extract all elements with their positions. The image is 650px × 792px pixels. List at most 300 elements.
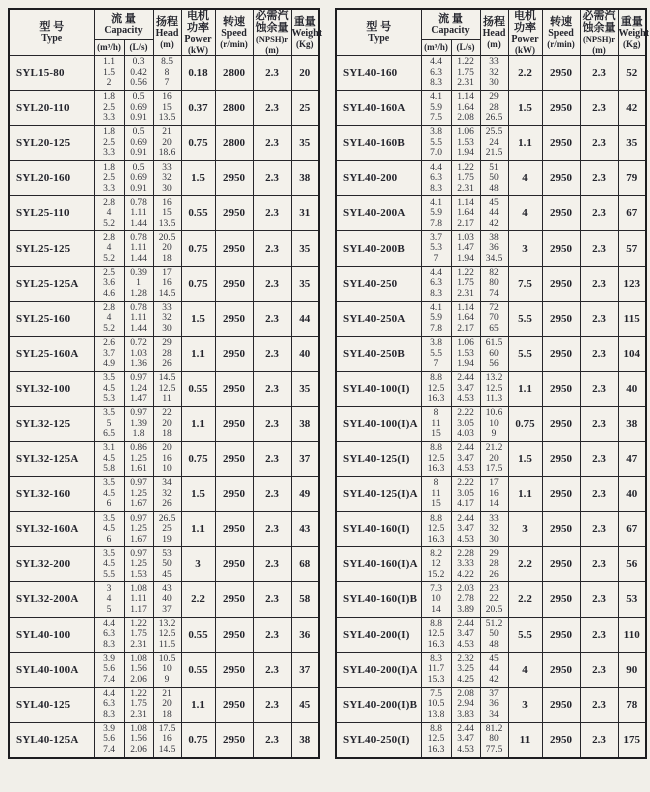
pump-model-cell: SYL40-250A <box>336 301 421 336</box>
npsh-cell: 2.3 <box>253 126 291 161</box>
table-row <box>9 406 319 441</box>
header-capacity-ls: (L/s) <box>124 39 153 55</box>
power-cell: 0.55 <box>181 371 215 406</box>
speed-cell: 2950 <box>215 687 253 722</box>
head-cell: 51.2 50 48 <box>480 617 508 652</box>
table-row <box>9 617 319 652</box>
speed-cell: 2950 <box>542 126 580 161</box>
pump-model-cell: SYL25-125A <box>9 266 94 301</box>
speed-cell: 2950 <box>542 336 580 371</box>
power-cell: 3 <box>181 547 215 582</box>
capacity-m3h-cell: 3.5 5 6.5 <box>94 406 124 441</box>
capacity-ls-cell: 1.08 1.56 2.06 <box>124 652 153 687</box>
head-cell: 13.2 12.5 11.3 <box>480 371 508 406</box>
npsh-cell: 2.3 <box>580 266 618 301</box>
power-cell: 2.2 <box>508 547 542 582</box>
header-npsh-en: (NPSH)r <box>255 34 289 44</box>
npsh-cell: 2.3 <box>253 231 291 266</box>
header-capacity-m3h: (m³/h) <box>421 39 451 55</box>
npsh-cell: 2.3 <box>580 722 618 757</box>
capacity-ls-cell: 2.03 2.78 3.89 <box>451 582 480 617</box>
capacity-m3h-cell: 8.8 12.5 16.3 <box>421 442 451 477</box>
pump-model-cell: SYL40-200A <box>336 196 421 231</box>
capacity-m3h-cell: 3.1 4.5 5.8 <box>94 442 124 477</box>
power-cell: 7.5 <box>508 266 542 301</box>
power-cell: 0.75 <box>508 406 542 441</box>
table-row <box>9 722 319 757</box>
capacity-m3h-cell: 4.4 6.3 8.3 <box>421 161 451 196</box>
power-cell: 1.1 <box>181 512 215 547</box>
weight-cell: 175 <box>618 722 646 757</box>
capacity-m3h-cell: 2.5 3.6 4.6 <box>94 266 124 301</box>
weight-cell: 67 <box>618 512 646 547</box>
power-cell: 0.55 <box>181 617 215 652</box>
speed-cell: 2950 <box>542 687 580 722</box>
capacity-ls-cell: 1.14 1.64 2.17 <box>451 301 480 336</box>
weight-cell: 43 <box>291 512 319 547</box>
npsh-cell: 2.3 <box>253 371 291 406</box>
weight-cell: 31 <box>291 196 319 231</box>
pump-model-cell: SYL32-200A <box>9 582 94 617</box>
weight-cell: 49 <box>291 477 319 512</box>
header-speed <box>542 9 580 56</box>
speed-cell: 2800 <box>215 126 253 161</box>
weight-cell: 38 <box>291 406 319 441</box>
npsh-cell: 2.3 <box>580 231 618 266</box>
capacity-m3h-cell: 3.8 5.5 7 <box>421 336 451 371</box>
header-weight-en: Weight <box>618 28 650 39</box>
spec-table-right <box>335 8 650 759</box>
table-row <box>336 301 646 336</box>
power-cell: 5.5 <box>508 336 542 371</box>
header-capacity-zh: 流 量 <box>111 12 136 25</box>
capacity-ls-cell: 1.22 1.75 2.31 <box>451 56 480 91</box>
capacity-m3h-cell: 8.8 12.5 16.3 <box>421 512 451 547</box>
npsh-cell: 2.3 <box>580 161 618 196</box>
table-row <box>336 582 646 617</box>
capacity-m3h-cell: 2.8 4 5.2 <box>94 231 124 266</box>
speed-cell: 2950 <box>542 477 580 512</box>
head-cell: 21.2 20 17.5 <box>480 442 508 477</box>
npsh-cell: 2.3 <box>253 722 291 757</box>
table-row <box>9 547 319 582</box>
speed-cell: 2950 <box>542 652 580 687</box>
pump-model-cell: SYL40-125(I)A <box>336 477 421 512</box>
capacity-m3h-cell: 2.6 3.7 4.9 <box>94 336 124 371</box>
speed-cell: 2950 <box>542 161 580 196</box>
capacity-m3h-cell: 3.5 4.5 6 <box>94 512 124 547</box>
weight-cell: 35 <box>618 126 646 161</box>
weight-cell: 79 <box>618 161 646 196</box>
pump-model-cell: SYL40-100A <box>9 652 94 687</box>
pump-model-cell: SYL20-160 <box>9 161 94 196</box>
capacity-m3h-cell: 3.9 5.6 7.4 <box>94 722 124 757</box>
table-row <box>9 161 319 196</box>
header-npsh-zh: 必需汽蚀余量 <box>255 10 289 34</box>
table-row <box>9 336 319 371</box>
weight-cell: 115 <box>618 301 646 336</box>
npsh-cell: 2.3 <box>253 547 291 582</box>
speed-cell: 2950 <box>215 547 253 582</box>
power-cell: 2.2 <box>508 582 542 617</box>
npsh-cell: 2.3 <box>253 196 291 231</box>
table-row <box>336 56 646 91</box>
table-row <box>336 617 646 652</box>
header-speed-unit: (r/min) <box>547 39 575 49</box>
capacity-m3h-cell: 3.5 4.5 5.3 <box>94 371 124 406</box>
pump-model-cell: SYL32-125 <box>9 406 94 441</box>
header-speed-en: Speed <box>548 28 574 39</box>
head-cell: 21 20 18.6 <box>153 126 181 161</box>
table-row <box>9 371 319 406</box>
head-cell: 53 50 45 <box>153 547 181 582</box>
weight-cell: 104 <box>618 336 646 371</box>
capacity-m3h-cell: 1.8 2.5 3.3 <box>94 161 124 196</box>
capacity-ls-cell: 1.22 1.75 2.31 <box>451 266 480 301</box>
weight-cell: 53 <box>618 582 646 617</box>
weight-cell: 44 <box>291 301 319 336</box>
capacity-ls-cell: 1.06 1.53 1.94 <box>451 126 480 161</box>
header-capacity-ls: (L/s) <box>451 39 480 55</box>
capacity-m3h-cell: 3.5 4.5 6 <box>94 477 124 512</box>
weight-cell: 38 <box>291 722 319 757</box>
pump-model-cell: SYL25-110 <box>9 196 94 231</box>
table-row <box>9 477 319 512</box>
header-speed <box>215 9 253 56</box>
weight-cell: 78 <box>618 687 646 722</box>
speed-cell: 2950 <box>215 336 253 371</box>
pump-model-cell: SYL32-125A <box>9 442 94 477</box>
capacity-ls-cell: 0.78 1.11 1.44 <box>124 196 153 231</box>
speed-cell: 2800 <box>215 56 253 91</box>
head-cell: 8.5 8 7 <box>153 56 181 91</box>
header-npsh-en: (NPSH)r <box>582 34 616 44</box>
npsh-cell: 2.3 <box>580 56 618 91</box>
pump-model-cell: SYL25-160 <box>9 301 94 336</box>
head-cell: 20 16 10 <box>153 442 181 477</box>
head-cell: 33 32 30 <box>153 301 181 336</box>
capacity-m3h-cell: 4.4 6.3 8.3 <box>421 56 451 91</box>
header-power-unit: (kW) <box>188 45 208 55</box>
weight-cell: 47 <box>618 442 646 477</box>
weight-cell: 37 <box>291 442 319 477</box>
table-row <box>9 231 319 266</box>
pump-model-cell: SYL40-160 <box>336 56 421 91</box>
npsh-cell: 2.3 <box>580 442 618 477</box>
header-capacity-en: Capacity <box>431 24 470 36</box>
header-speed-zh: 转速 <box>223 16 245 28</box>
pump-model-cell: SYL40-160(I)B <box>336 582 421 617</box>
capacity-ls-cell: 2.22 3.05 4.17 <box>451 477 480 512</box>
pump-model-cell: SYL20-125 <box>9 126 94 161</box>
head-cell: 61.5 60 56 <box>480 336 508 371</box>
header-head-en: Head <box>155 28 179 39</box>
weight-cell: 45 <box>291 687 319 722</box>
head-cell: 81.2 80 77.5 <box>480 722 508 757</box>
pump-model-cell: SYL40-100 <box>9 617 94 652</box>
npsh-cell: 2.3 <box>580 301 618 336</box>
npsh-cell: 2.3 <box>580 652 618 687</box>
capacity-ls-cell: 2.08 2.94 3.83 <box>451 687 480 722</box>
capacity-m3h-cell: 1.8 2.5 3.3 <box>94 91 124 126</box>
weight-cell: 58 <box>291 582 319 617</box>
head-cell: 33 32 30 <box>480 56 508 91</box>
speed-cell: 2950 <box>215 442 253 477</box>
speed-cell: 2950 <box>542 56 580 91</box>
power-cell: 4 <box>508 161 542 196</box>
capacity-m3h-cell: 8.3 11.7 15.3 <box>421 652 451 687</box>
header-speed-unit: (r/min) <box>220 39 248 49</box>
header-npsh-zh: 必需汽蚀余量 <box>582 10 616 34</box>
speed-cell: 2950 <box>215 196 253 231</box>
pump-model-cell: SYL40-200(I)A <box>336 652 421 687</box>
npsh-cell: 2.3 <box>253 512 291 547</box>
head-cell: 33 32 30 <box>153 161 181 196</box>
weight-cell: 35 <box>291 126 319 161</box>
capacity-m3h-cell: 1.8 2.5 3.3 <box>94 126 124 161</box>
power-cell: 0.75 <box>181 231 215 266</box>
power-cell: 3 <box>508 512 542 547</box>
head-cell: 29 28 26 <box>153 336 181 371</box>
weight-cell: 56 <box>618 547 646 582</box>
header-head <box>480 9 508 56</box>
table-row <box>336 442 646 477</box>
table-row <box>9 582 319 617</box>
table-header <box>336 9 650 56</box>
head-cell: 23 22 20.5 <box>480 582 508 617</box>
table-row <box>336 722 646 757</box>
capacity-m3h-cell: 4.1 5.9 7.5 <box>421 91 451 126</box>
header-weight-unit: (Kg) <box>623 39 641 49</box>
power-cell: 2.2 <box>181 582 215 617</box>
speed-cell: 2950 <box>542 722 580 757</box>
head-cell: 25.5 24 21.5 <box>480 126 508 161</box>
npsh-cell: 2.3 <box>580 336 618 371</box>
capacity-m3h-cell: 8.8 12.5 16.3 <box>421 371 451 406</box>
npsh-cell: 2.3 <box>580 91 618 126</box>
weight-cell: 42 <box>618 91 646 126</box>
power-cell: 2.2 <box>508 56 542 91</box>
capacity-m3h-cell: 4.4 6.3 8.3 <box>94 617 124 652</box>
header-power <box>181 9 215 56</box>
table-row <box>336 371 646 406</box>
capacity-ls-cell: 0.86 1.25 1.61 <box>124 442 153 477</box>
head-cell: 43 40 37 <box>153 582 181 617</box>
pump-model-cell: SYL40-250(I) <box>336 722 421 757</box>
capacity-ls-cell: 1.22 1.75 2.31 <box>451 161 480 196</box>
table-row <box>336 477 646 512</box>
capacity-ls-cell: 0.3 0.42 0.56 <box>124 56 153 91</box>
pump-model-cell: SYL40-100(I)A <box>336 406 421 441</box>
speed-cell: 2950 <box>215 477 253 512</box>
header-head-unit: (m) <box>487 39 501 49</box>
speed-cell: 2950 <box>542 442 580 477</box>
header-weight-zh: 重量 <box>620 16 643 28</box>
table-body <box>9 56 319 758</box>
capacity-ls-cell: 2.44 3.47 4.53 <box>451 442 480 477</box>
capacity-ls-cell: 0.39 1 1.28 <box>124 266 153 301</box>
pump-model-cell: SYL32-100 <box>9 371 94 406</box>
capacity-m3h-cell: 4.4 6.3 8.3 <box>94 687 124 722</box>
weight-cell: 38 <box>618 406 646 441</box>
capacity-ls-cell: 0.5 0.69 0.91 <box>124 126 153 161</box>
speed-cell: 2950 <box>215 652 253 687</box>
speed-cell: 2950 <box>542 582 580 617</box>
capacity-m3h-cell: 8 11 15 <box>421 406 451 441</box>
weight-cell: 52 <box>618 56 646 91</box>
table-row <box>336 231 646 266</box>
npsh-cell: 2.3 <box>253 617 291 652</box>
pump-model-cell: SYL25-125 <box>9 231 94 266</box>
spec-table-left <box>8 8 323 759</box>
power-cell: 0.18 <box>181 56 215 91</box>
header-power-en: Power <box>184 34 212 45</box>
speed-cell: 2950 <box>542 547 580 582</box>
speed-cell: 2950 <box>542 371 580 406</box>
head-cell: 38 36 34.5 <box>480 231 508 266</box>
weight-cell: 110 <box>618 617 646 652</box>
speed-cell: 2950 <box>542 231 580 266</box>
header-weight-unit: (Kg) <box>296 39 314 49</box>
capacity-ls-cell: 2.44 3.47 4.53 <box>451 371 480 406</box>
capacity-m3h-cell: 1.1 1.5 2 <box>94 56 124 91</box>
speed-cell: 2950 <box>215 301 253 336</box>
capacity-ls-cell: 1.14 1.64 2.08 <box>451 91 480 126</box>
speed-cell: 2950 <box>542 617 580 652</box>
head-cell: 82 80 74 <box>480 266 508 301</box>
capacity-ls-cell: 0.5 0.69 0.91 <box>124 161 153 196</box>
npsh-cell: 2.3 <box>253 301 291 336</box>
speed-cell: 2950 <box>215 582 253 617</box>
header-head-zh: 扬程 <box>156 16 178 28</box>
capacity-m3h-cell: 3.8 5.5 7.0 <box>421 126 451 161</box>
capacity-ls-cell: 1.22 1.75 2.31 <box>124 617 153 652</box>
npsh-cell: 2.3 <box>253 406 291 441</box>
header-capacity <box>421 9 480 39</box>
pump-model-cell: SYL40-160(I)A <box>336 547 421 582</box>
header-weight <box>618 9 650 56</box>
capacity-m3h-cell: 4.4 6.3 8.3 <box>421 266 451 301</box>
table-row <box>336 126 646 161</box>
head-cell: 51 50 48 <box>480 161 508 196</box>
weight-cell: 90 <box>618 652 646 687</box>
power-cell: 0.55 <box>181 196 215 231</box>
power-cell: 0.37 <box>181 91 215 126</box>
head-cell: 29 28 26 <box>480 547 508 582</box>
pump-model-cell: SYL25-160A <box>9 336 94 371</box>
header-capacity-zh: 流 量 <box>438 12 463 25</box>
pump-model-cell: SYL32-160A <box>9 512 94 547</box>
power-cell: 4 <box>508 652 542 687</box>
header-capacity-m3h: (m³/h) <box>94 39 124 55</box>
power-cell: 1.5 <box>181 477 215 512</box>
speed-cell: 2950 <box>215 266 253 301</box>
weight-cell: 68 <box>291 547 319 582</box>
speed-cell: 2950 <box>215 617 253 652</box>
power-cell: 1.5 <box>508 442 542 477</box>
pump-model-cell: SYL40-125(I) <box>336 442 421 477</box>
pump-model-cell: SYL40-200 <box>336 161 421 196</box>
weight-cell: 40 <box>291 336 319 371</box>
pump-model-cell: SYL15-80 <box>9 56 94 91</box>
header-type-zh: 型 号 <box>366 21 392 33</box>
speed-cell: 2950 <box>542 196 580 231</box>
power-cell: 0.75 <box>181 442 215 477</box>
capacity-m3h-cell: 3.9 5.6 7.4 <box>94 652 124 687</box>
header-capacity <box>94 9 153 39</box>
head-cell: 14.5 12.5 11 <box>153 371 181 406</box>
capacity-ls-cell: 0.97 1.25 1.67 <box>124 512 153 547</box>
power-cell: 3 <box>508 687 542 722</box>
power-cell: 1.1 <box>181 687 215 722</box>
power-cell: 1.5 <box>181 161 215 196</box>
header-weight-zh: 重量 <box>293 16 316 28</box>
weight-cell: 35 <box>291 371 319 406</box>
head-cell: 20.5 20 18 <box>153 231 181 266</box>
table-row <box>336 161 646 196</box>
head-cell: 10.5 10 9 <box>153 652 181 687</box>
table-row <box>336 512 646 547</box>
capacity-m3h-cell: 3 4 5 <box>94 582 124 617</box>
capacity-ls-cell: 0.97 1.25 1.67 <box>124 477 153 512</box>
capacity-m3h-cell: 3.5 4.5 5.5 <box>94 547 124 582</box>
header-npsh-unit: (m) <box>265 45 279 55</box>
pump-model-cell: SYL32-160 <box>9 477 94 512</box>
capacity-ls-cell: 1.08 1.11 1.17 <box>124 582 153 617</box>
capacity-ls-cell: 2.44 3.47 4.53 <box>451 617 480 652</box>
header-head <box>153 9 181 56</box>
power-cell: 4 <box>508 196 542 231</box>
capacity-ls-cell: 1.03 1.47 1.94 <box>451 231 480 266</box>
capacity-ls-cell: 2.22 3.05 4.03 <box>451 406 480 441</box>
capacity-m3h-cell: 4.1 5.9 7.8 <box>421 196 451 231</box>
capacity-m3h-cell: 8.2 12 15.2 <box>421 547 451 582</box>
capacity-ls-cell: 1.08 1.56 2.06 <box>124 722 153 757</box>
weight-cell: 35 <box>291 231 319 266</box>
npsh-cell: 2.3 <box>580 547 618 582</box>
pump-model-cell: SYL40-250 <box>336 266 421 301</box>
power-cell: 0.55 <box>181 652 215 687</box>
weight-cell: 123 <box>618 266 646 301</box>
capacity-m3h-cell: 8 11 15 <box>421 477 451 512</box>
header-npsh <box>253 9 291 56</box>
header-speed-zh: 转速 <box>550 16 572 28</box>
pump-model-cell: SYL40-200(I) <box>336 617 421 652</box>
power-cell: 1.1 <box>508 371 542 406</box>
table-row <box>336 266 646 301</box>
capacity-ls-cell: 0.5 0.69 0.91 <box>124 91 153 126</box>
table-row <box>9 266 319 301</box>
table-row <box>9 196 319 231</box>
power-cell: 0.75 <box>181 126 215 161</box>
header-type-en: Type <box>41 33 63 44</box>
header-weight <box>291 9 323 56</box>
capacity-m3h-cell: 2.8 4 5.2 <box>94 301 124 336</box>
capacity-ls-cell: 1.14 1.64 2.17 <box>451 196 480 231</box>
header-npsh-unit: (m) <box>592 45 606 55</box>
npsh-cell: 2.3 <box>253 582 291 617</box>
npsh-cell: 2.3 <box>253 477 291 512</box>
speed-cell: 2950 <box>542 512 580 547</box>
capacity-ls-cell: 2.44 3.47 4.53 <box>451 722 480 757</box>
head-cell: 26.5 25 19 <box>153 512 181 547</box>
head-cell: 17 16 14.5 <box>153 266 181 301</box>
pump-model-cell: SYL40-100(I) <box>336 371 421 406</box>
capacity-ls-cell: 2.28 3.33 4.22 <box>451 547 480 582</box>
capacity-ls-cell: 2.32 3.25 4.25 <box>451 652 480 687</box>
pump-model-cell: SYL32-200 <box>9 547 94 582</box>
speed-cell: 2950 <box>542 266 580 301</box>
